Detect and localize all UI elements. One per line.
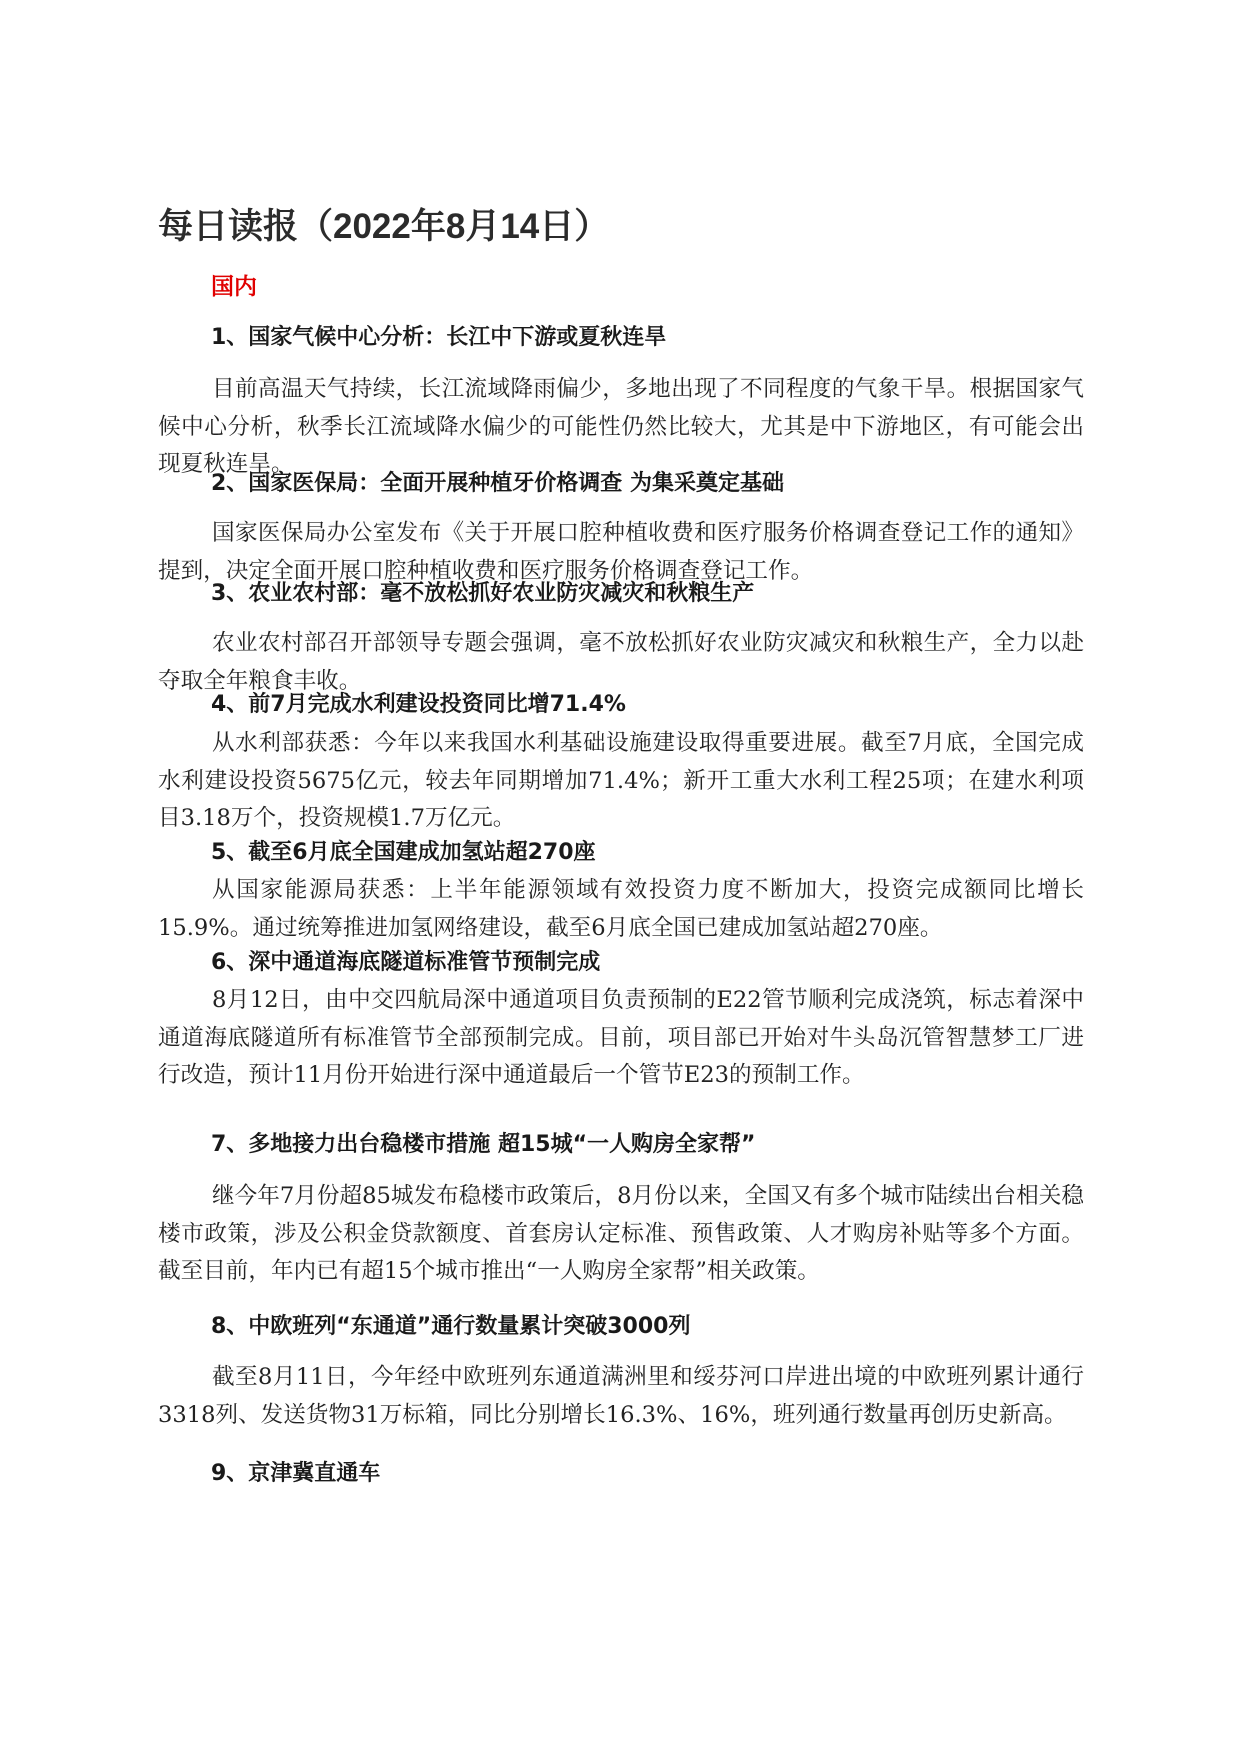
news-headline-8: 8、中欧班列“东通道”通行数量累计突破3000列 (211, 1314, 691, 1339)
news-headline-5: 5、截至6月底全国建成加氢站超270座 (211, 840, 596, 865)
news-headline-6: 6、深中通道海底隧道标准管节预制完成 (211, 950, 601, 975)
news-headline-9: 9、京津冀直通车 (211, 1461, 381, 1486)
news-body-5: 从国家能源局获悉：上半年能源领域有效投资力度不断加大，投资完成额同比增长15.9%。通过统筹推进加氢网络建设，截至6月底全国已建成加氢站超270座。 (158, 877, 1084, 941)
news-headline-2: 2、国家医保局：全面开展种植牙价格调查 为集采奠定基础 (211, 471, 784, 496)
news-body-1: 目前高温天气持续，长江流域降雨偏少，多地出现了不同程度的气象干旱。根据国家气候中心分析，秋季长江流域降水偏少的可能性仍然比较大，尤其是中下游地区，有可能会出现夏秋连旱。 (158, 376, 1084, 477)
news-body-8: 截至8月11日，今年经中欧班列东通道满洲里和绥芬河口岸进出境的中欧班列累计通行3318列、发送货物31万标箱，同比分别增长16.3%、16%，班列通行数量再创历史新高。 (158, 1364, 1084, 1428)
news-body-2: 国家医保局办公室发布《关于开展口腔种植收费和医疗服务价格调查登记工作的通知》提到，决定全面开展口腔种植收费和医疗服务价格调查登记工作。 (158, 520, 1084, 584)
section-label-domestic: 国内 (211, 274, 257, 300)
news-body-3: 农业农村部召开部领导专题会强调，毫不放松抓好农业防灾减灾和秋粮生产，全力以赴夺取全年粮食丰收。 (158, 630, 1084, 694)
news-headline-7: 7、多地接力出台稳楼市措施 超15城“一人购房全家帮” (211, 1132, 756, 1157)
news-body-6: 8月12日，由中交四航局深中通道项目负责预制的E22管节顺利完成浇筑，标志着深中通道海底隧道所有标准管节全部预制完成。目前，项目部已开始对牛头岛沉管智慧梦工厂进行改造，预计11月份开始进行深中通道最后一个管节E23的预制工作。 (158, 987, 1084, 1088)
news-body-7: 继今年7月份超85城发布稳楼市政策后，8月份以来，全国又有多个城市陆续出台相关稳楼市政策，涉及公积金贷款额度、首套房认定标准、预售政策、人才购房补贴等多个方面。截至目前，年内已有超15个城市推出“一人购房全家帮”相关政策。 (158, 1183, 1084, 1284)
page-title: 每日读报（2022年8月14日） (158, 207, 610, 246)
news-body-4: 从水利部获悉：今年以来我国水利基础设施建设取得重要进展。截至7月底，全国完成水利建设投资5675亿元，较去年同期增加71.4%；新开工重大水利工程25项；在建水利项目3.18万个，投资规模1.7万亿元。 (158, 730, 1084, 831)
news-headline-4: 4、前7月完成水利建设投资同比增71.4% (211, 692, 626, 717)
news-headline-3: 3、农业农村部：毫不放松抓好农业防灾减灾和秋粮生产 (211, 581, 755, 606)
news-headline-1: 1、国家气候中心分析：长江中下游或夏秋连旱 (211, 325, 667, 350)
